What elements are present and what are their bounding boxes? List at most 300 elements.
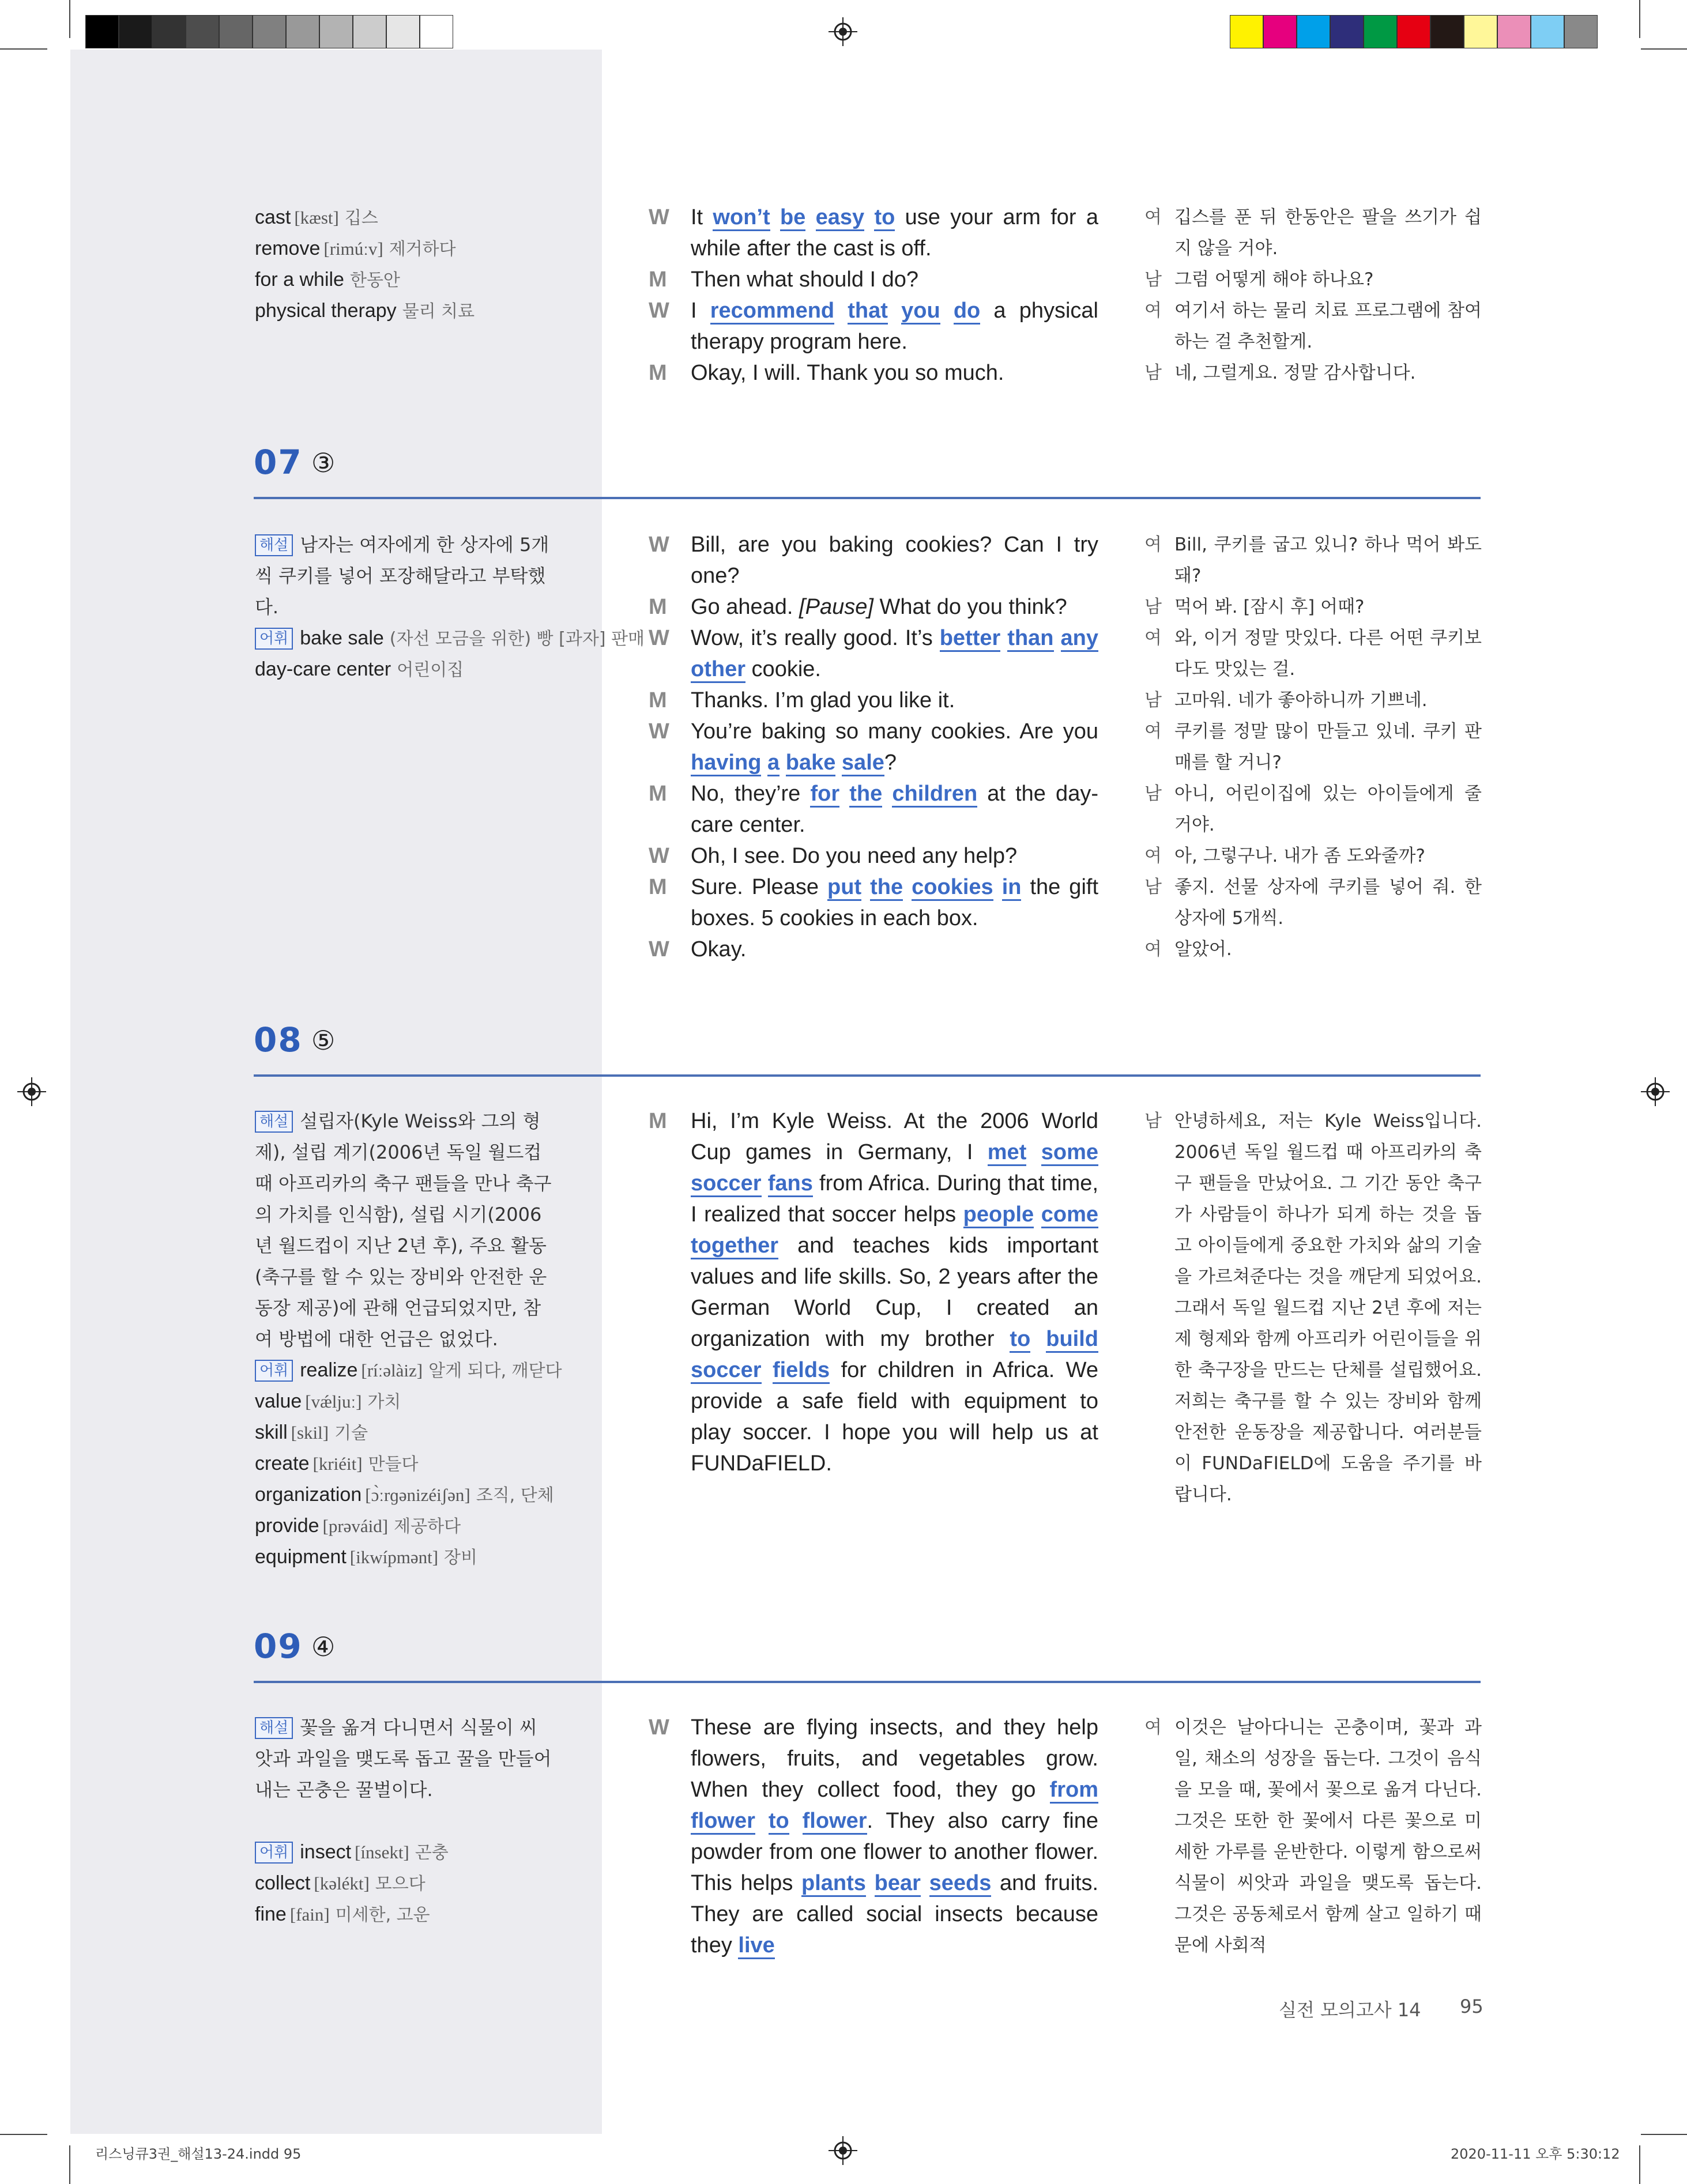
answer-blank: a: [767, 750, 780, 776]
answer-blank: other: [691, 657, 745, 683]
answer-blank: flower: [691, 1809, 755, 1835]
answer-blank: recommend: [710, 299, 834, 325]
dialogue-fragment: [835, 750, 842, 775]
dialogue-line: [649, 529, 1098, 591]
vocab-word: day-care center: [255, 658, 391, 680]
vocab-item: [255, 623, 645, 655]
dialogue-fragment: Bill, are you baking cookies? Can I try one?: [691, 533, 1098, 588]
dialogue-text: [691, 357, 1098, 388]
translation-line: [1144, 840, 1482, 872]
vocab-item: [255, 654, 464, 686]
translation-speaker: 남: [1144, 1111, 1162, 1131]
translation-line: [1144, 934, 1482, 965]
crop-mark: [1641, 2134, 1687, 2135]
vocab-word: for a while: [255, 269, 344, 291]
dialogue-fragment: [1034, 1202, 1041, 1227]
vocab-meaning: 제공하다: [394, 1517, 461, 1537]
dialogue-fragment: Wow, it’s really good. It’s: [691, 626, 940, 650]
explanation: [255, 529, 555, 623]
dialogue-fragment: [903, 875, 912, 899]
dialogue-text: [691, 872, 1098, 934]
answer-blank: the: [849, 782, 882, 808]
translation-text: 먹어 봐. [잠시 후] 어때?: [1174, 597, 1365, 617]
dialogue-fragment: [888, 299, 901, 323]
translation-line: [1144, 295, 1482, 357]
explanation: [255, 1106, 555, 1355]
vocab-meaning: 깁스: [344, 208, 378, 228]
answer-blank: come: [1041, 1202, 1098, 1228]
dialogue-fragment: Okay.: [691, 937, 747, 961]
dialogue-text: [691, 623, 1098, 685]
translation-text: 좋지. 선물 상자에 쿠키를 넣어 줘. 한 상자에 5개씩.: [1174, 877, 1482, 929]
speaker-label: M: [649, 267, 667, 292]
answer-blank: fields: [773, 1358, 830, 1384]
explanation-tag: 해설: [255, 1111, 293, 1133]
explanation-text: 남자는 여자에게 한 상자에 5개씩 쿠키를 넣어 포장해달라고 부탁했다.: [255, 534, 549, 618]
dialogue-text: [691, 840, 1098, 872]
translation-text: 깁스를 푼 뒤 한동안은 팔을 쓰기가 쉽지 않을 거야.: [1174, 207, 1482, 259]
gray-swatch: [353, 15, 386, 48]
answer-blank: people: [963, 1202, 1034, 1228]
slug-filename: 리스닝큐3권_해설13-24.indd 95: [95, 2146, 302, 2162]
answer-blank: plants: [801, 1871, 866, 1897]
translation-text: 아니, 어린이집에 있는 아이들에게 줄 거야.: [1174, 783, 1482, 835]
answer-choice: ④: [311, 1631, 336, 1662]
vocab-phonetic: [rimúːv]: [323, 239, 383, 259]
dialogue-fragment: Sure. Please: [691, 875, 828, 899]
answer-blank: from: [1050, 1778, 1098, 1804]
speaker-label: W: [649, 719, 669, 744]
dialogue-fragment: ?: [884, 750, 897, 775]
answer-blank: having: [691, 750, 761, 776]
vocab-meaning: (자선 모금을 위한) 빵 [과자] 판매: [389, 629, 645, 649]
answer-blank: build: [1046, 1327, 1098, 1353]
vocab-meaning: 어린이집: [397, 660, 464, 680]
translation-text: 와, 이거 정말 맛있다. 다른 어떤 쿠키보다도 맛있는 걸.: [1174, 628, 1482, 680]
vocab-item: [255, 202, 378, 234]
vocab-meaning: 제거하다: [389, 239, 456, 259]
vocab-word: provide: [255, 1515, 319, 1537]
translation-text: 알았어.: [1174, 939, 1232, 960]
vocab-item: [255, 1899, 430, 1931]
dialogue-fragment: and teaches kids important values and life skills. So, 2 years after the German World Cup, I created an organization with my brother: [691, 1234, 1098, 1351]
color-swatch: [1364, 15, 1397, 48]
gray-swatch: [286, 15, 319, 48]
answer-choice: ③: [311, 447, 336, 478]
translation-line: [1144, 591, 1482, 623]
translation-speaker: 여: [1144, 939, 1162, 960]
answer-blank: easy: [816, 205, 865, 231]
vocab-item: [255, 1355, 562, 1387]
speaker-label: M: [649, 875, 667, 899]
speaker-label: M: [649, 1109, 667, 1133]
vocab-word: remove: [255, 237, 321, 259]
dialogue-fragment: [866, 1871, 875, 1895]
dialogue-fragment: [789, 1809, 803, 1833]
speaker-label: W: [649, 844, 669, 868]
translation-text: 이것은 날아다니는 곤충이며, 꽃과 과일, 채소의 성장을 돕는다. 그것이 음식을 모을 때, 꽃에서 꽃으로 옮겨 다닌다. 그것은 또한 한 꽃에서 다른 꽃으로 미세한 가루를 운반한다. 이렇게 함으로써 식물이 씨앗과 과일을 맺도록 돕는다. 그것은 공동체로서 함께 살고 일하기 때문에 사회적: [1174, 1717, 1482, 1956]
vocab-item: [255, 1417, 368, 1449]
vocab-meaning: 기술: [334, 1423, 368, 1443]
gray-swatch: [85, 15, 119, 48]
answer-blank: together: [691, 1234, 778, 1259]
test-label: 실전 모의고사 14: [1279, 1999, 1421, 2021]
crop-mark: [0, 2134, 47, 2135]
dialogue-line: [649, 872, 1098, 934]
vocab-phonetic: [kriéit]: [312, 1454, 363, 1474]
dialogue-line: [649, 295, 1098, 357]
gray-swatch: [253, 15, 286, 48]
dialogue-line: [649, 623, 1098, 685]
explanation-tag: 해설: [255, 534, 293, 556]
dialogue-fragment: a physical therapy program here.: [691, 299, 1098, 354]
vocab-phonetic: [kəlékt]: [314, 1873, 370, 1893]
vocab-word: collect: [255, 1872, 311, 1894]
vocab-item: [255, 1541, 477, 1574]
section-number: 08: [254, 1020, 303, 1059]
dialogue-fragment: Okay, I will. Thank you so much.: [691, 361, 1004, 385]
dialogue-text: [691, 591, 1098, 623]
gray-swatch: [319, 15, 353, 48]
dialogue-fragment: and fruits. They are called social insects because they: [691, 1871, 1099, 1957]
dialogue-line: [649, 591, 1098, 623]
color-swatch: [1464, 15, 1497, 48]
speaker-label: M: [649, 595, 667, 619]
vocab-phonetic: [fain]: [289, 1904, 330, 1925]
dialogue-fragment: [805, 205, 815, 229]
translation-line: [1144, 716, 1482, 778]
color-swatch: [1497, 15, 1531, 48]
explanation-text: 꽃을 옮겨 다니면서 식물이 씨앗과 과일을 맺도록 돕고 꿀을 만들어내는 곤충은 꿀벌이다.: [255, 1717, 552, 1801]
color-swatch: [1263, 15, 1297, 48]
dialogue-fragment: Thanks. I’m glad you like it.: [691, 688, 955, 712]
vocab-meaning: 알게 되다, 깨닫다: [428, 1361, 562, 1381]
vocab-word: skill: [255, 1421, 288, 1443]
dialogue-fragment: the gift boxes. 5 cookies in each box.: [691, 875, 1098, 930]
vocab-item: [255, 264, 400, 296]
answer-blank: in: [1002, 875, 1022, 901]
vocab-word: cast: [255, 206, 291, 228]
vocab-tag: 어휘: [255, 1360, 293, 1382]
translation-speaker: 남: [1144, 877, 1162, 897]
gray-swatch: [386, 15, 420, 48]
dialogue-fragment: [834, 299, 848, 323]
dialogue-line: [649, 778, 1098, 840]
vocab-phonetic: [skil]: [291, 1423, 329, 1443]
dialogue-fragment: I: [691, 299, 710, 323]
vocab-phonetic: [vǽljuː]: [305, 1391, 362, 1412]
dialogue-line: [649, 840, 1098, 872]
dialogue-fragment: [780, 750, 786, 775]
dialogue-fragment: [755, 1809, 769, 1833]
translation-text: 안녕하세요, 저는 Kyle Weiss입니다. 2006년 독일 월드컵 때 아프리카의 축구 팬들을 만났어요. 그 기간 동안 축구가 사람들이 하나가 되게 하는 것을 돕고 아이들에게 중요한 가치와 삶의 기술을 가르쳐준다는 것을 깨닫게 되었어요. 그래서 독일 월드컵 지난 2년 후에 저는 제 형제와 함께 아프리카 어린이들을 위한 축구장을 만드는 단체를 설립했어요. 저희는 축구를 할 수 있는 장비와 함께 안전한 운동장을 제공합니다. 여러분들이 FUNDaFIELD에 도움을 주기를 바랍니다.: [1174, 1111, 1482, 1505]
speaker-label: W: [649, 1715, 669, 1740]
vocab-word: realize: [300, 1359, 358, 1381]
vocab-meaning: 물리 치료: [402, 301, 475, 322]
answer-blank: some: [1041, 1140, 1098, 1166]
dialogue-fragment: [993, 875, 1002, 899]
speaker-label: W: [649, 533, 669, 557]
dialogue-text: [691, 264, 1098, 295]
vocab-meaning: 한동안: [349, 270, 400, 291]
translation-speaker: 여: [1144, 300, 1162, 321]
dialogue-line: [649, 1106, 1098, 1479]
explanation: [255, 1712, 555, 1805]
crop-mark: [69, 2145, 70, 2184]
translation-text: 여기서 하는 물리 치료 프로그램에 참여하는 걸 추천할게.: [1174, 300, 1482, 352]
dialogue-text: [691, 778, 1098, 840]
dialogue-fragment: [839, 782, 849, 806]
dialogue-fragment: [864, 205, 874, 229]
translation-line: [1144, 357, 1482, 388]
crop-mark: [69, 0, 70, 38]
translation-text: 고마워. 네가 좋아하니까 기쁘네.: [1174, 690, 1428, 711]
answer-blank: bear: [875, 1871, 921, 1897]
registration-mark-right: [1641, 1077, 1670, 1106]
section-divider: [254, 1074, 1481, 1077]
dialogue-text: [691, 1712, 1098, 1961]
answer-blank: you: [901, 299, 940, 325]
translation-line: [1144, 872, 1482, 934]
stage-direction: [Pause]: [799, 595, 873, 619]
translation-line: [1144, 778, 1482, 840]
answer-blank: fans: [768, 1171, 813, 1197]
answer-blank: sale: [842, 750, 884, 776]
speaker-label: W: [649, 937, 669, 961]
dialogue-line: [649, 264, 1098, 295]
vocab-item: [255, 1868, 425, 1900]
answer-blank: to: [769, 1809, 789, 1835]
color-swatch: [1230, 15, 1263, 48]
speaker-label: M: [649, 688, 667, 712]
translation-text: 아, 그렇구나. 내가 좀 도와줄까?: [1174, 846, 1425, 866]
dialogue-line: [649, 685, 1098, 716]
sidebar-panel: [70, 50, 602, 2134]
vocab-phonetic: [ikwípmənt]: [349, 1547, 439, 1567]
answer-blank: than: [1007, 626, 1053, 652]
color-swatch: [1297, 15, 1330, 48]
dialogue-line: [649, 357, 1098, 388]
dialogue-text: [691, 934, 1098, 965]
dialogue-fragment: [1054, 626, 1061, 650]
dialogue-fragment: [940, 299, 954, 323]
translation-line: [1144, 685, 1482, 716]
answer-blank: to: [1010, 1327, 1030, 1353]
section-number: 09: [254, 1627, 303, 1666]
dialogue-fragment: It: [691, 205, 713, 229]
dialogue-text: [691, 295, 1098, 357]
vocab-meaning: 만들다: [368, 1454, 419, 1474]
answer-blank: do: [954, 299, 980, 325]
vocab-word: value: [255, 1390, 302, 1412]
crop-mark: [1639, 0, 1640, 38]
gray-swatch: [420, 15, 453, 48]
dialogue-fragment: You’re baking so many cookies. Are you: [691, 719, 1098, 744]
translation-speaker: 여: [1144, 628, 1162, 648]
translation-speaker: 남: [1144, 269, 1162, 290]
vocab-phonetic: [ɔ̀ːrɡənizéiʃən]: [365, 1485, 470, 1505]
answer-blank: soccer: [691, 1171, 762, 1197]
translation-text: 쿠키를 정말 많이 만들고 있네. 쿠키 판매를 할 거니?: [1174, 721, 1482, 773]
dialogue-fragment: [761, 750, 767, 775]
answer-blank: be: [780, 205, 805, 231]
dialogue-fragment: from Africa. During that time, I realized that soccer helps: [691, 1171, 1098, 1227]
vocab-item: [255, 233, 456, 265]
color-swatch: [1397, 15, 1430, 48]
vocab-phonetic: [ínsekt]: [355, 1842, 409, 1862]
explanation-text: 설립자(Kyle Weiss와 그의 형제), 설립 계기(2006년 독일 월드컵 때 아프리카의 축구 팬들을 만나 축구의 가치를 인식함), 설립 시기(2006년 월드컵이 지난 2년 후), 주요 활동(축구를 할 수 있는 장비와 안전한 운동장 제공)에 관해 언급되었지만, 참여 방법에 대한 언급은 없었다.: [255, 1110, 552, 1350]
vocab-item: [255, 1386, 401, 1418]
translation-text: 그럼 어떻게 해야 하나요?: [1174, 269, 1374, 290]
dialogue-fragment: Hi, I’m Kyle Weiss. At the 2006 World Cup games in Germany, I: [691, 1109, 1098, 1164]
color-swatch: [1430, 15, 1464, 48]
answer-blank: won’t: [713, 205, 770, 231]
dialogue-fragment: . They also carry fine powder from one flower to another flower. This helps: [691, 1809, 1098, 1895]
answer-blank: any: [1061, 626, 1098, 652]
translation-speaker: 여: [1144, 846, 1162, 866]
gray-swatch: [186, 15, 219, 48]
answer-blank: put: [827, 875, 861, 901]
translation-speaker: 남: [1144, 690, 1162, 711]
vocab-word: create: [255, 1453, 310, 1474]
dialogue-fragment: Then what should I do?: [691, 267, 919, 292]
vocab-meaning: 장비: [444, 1548, 477, 1568]
crop-mark: [0, 48, 47, 50]
dialogue-text: [691, 1106, 1098, 1479]
dialogue-fragment: These are flying insects, and they help flowers, fruits, and vegetables grow. When they collect food, they go: [691, 1715, 1098, 1802]
dialogue-fragment: Oh, I see. Do you need any help?: [691, 844, 1018, 868]
answer-blank: for: [810, 782, 839, 808]
vocab-item: [255, 1510, 461, 1542]
slug-date: 2020-11-11 오후 5:30:12: [1451, 2146, 1620, 2162]
speaker-label: M: [649, 361, 667, 385]
vocab-word: insect: [300, 1841, 352, 1863]
vocab-meaning: 곤충: [415, 1843, 449, 1863]
translation-speaker: 여: [1144, 721, 1162, 742]
vocab-meaning: 모으다: [375, 1874, 425, 1894]
answer-blank: cookies: [912, 875, 993, 901]
registration-mark-left: [17, 1077, 46, 1106]
dialogue-line: [649, 1712, 1098, 1961]
dialogue-fragment: No, they’re: [691, 782, 811, 806]
color-swatch: [1564, 15, 1598, 48]
translation-line: [1144, 264, 1482, 295]
dialogue-line: [649, 934, 1098, 965]
answer-blank: met: [988, 1140, 1027, 1166]
dialogue-fragment: [882, 782, 892, 806]
vocab-item: [255, 1836, 449, 1869]
vocab-word: organization: [255, 1484, 362, 1506]
color-swatch: [1330, 15, 1364, 48]
speaker-label: W: [649, 299, 669, 323]
color-swatch: [1531, 15, 1564, 48]
translation-text: 네, 그럴게요. 정말 감사합니다.: [1174, 363, 1416, 383]
translation-speaker: 남: [1144, 783, 1162, 804]
vocab-item: [255, 1479, 554, 1511]
vocab-item: [255, 295, 475, 327]
answer-blank: children: [892, 782, 977, 808]
dialogue-fragment: What do you think?: [873, 595, 1067, 619]
dialogue-fragment: for children in Africa. We provide a safe field with equipment to play soccer. I hope you will help us at FUNDaFIELD.: [691, 1358, 1098, 1476]
dialogue-fragment: [762, 1171, 768, 1195]
dialogue-text: [691, 685, 1098, 716]
dialogue-text: [691, 529, 1098, 591]
dialogue-line: [649, 716, 1098, 778]
answer-choice: ⑤: [311, 1025, 336, 1056]
vocab-word: fine: [255, 1903, 287, 1925]
speaker-label: W: [649, 626, 669, 650]
crop-mark: [1639, 2145, 1640, 2184]
page-number: 95: [1460, 1996, 1483, 2017]
dialogue-fragment: [1026, 1140, 1041, 1164]
vocab-item: [255, 1448, 419, 1480]
speaker-label: W: [649, 205, 669, 229]
dialogue-line: [649, 202, 1098, 264]
translation-speaker: 여: [1144, 207, 1162, 228]
vocab-word: equipment: [255, 1546, 347, 1568]
dialogue-fragment: at the day-care center.: [691, 782, 1098, 837]
answer-blank: to: [874, 205, 895, 231]
vocab-tag: 어휘: [255, 628, 293, 650]
answer-blank: the: [870, 875, 903, 901]
answer-blank: that: [848, 299, 888, 325]
vocab-phonetic: [kæst]: [294, 208, 339, 228]
section-number: 07: [254, 443, 303, 482]
dialogue-fragment: [861, 875, 870, 899]
gray-swatch: [219, 15, 253, 48]
vocab-word: bake sale: [300, 627, 384, 649]
gray-swatch: [119, 15, 152, 48]
dialogue-fragment: [1030, 1327, 1046, 1351]
explanation-tag: 해설: [255, 1717, 293, 1739]
answer-blank: soccer: [691, 1358, 762, 1384]
translation-line: [1144, 623, 1482, 685]
vocab-word: physical therapy: [255, 300, 397, 322]
dialogue-fragment: [1000, 626, 1007, 650]
vocab-phonetic: [ríːəlàiz]: [361, 1360, 423, 1380]
answer-blank: flower: [803, 1809, 867, 1835]
translation-line: [1144, 1712, 1482, 1961]
speaker-label: M: [649, 782, 667, 806]
vocab-meaning: 조직, 단체: [476, 1485, 554, 1506]
translation-line: [1144, 1106, 1482, 1510]
translation-line: [1144, 529, 1482, 591]
answer-blank: seeds: [929, 1871, 992, 1897]
translation-speaker: 여: [1144, 534, 1162, 555]
dialogue-fragment: [921, 1871, 929, 1895]
dialogue-fragment: Go ahead.: [691, 595, 800, 619]
vocab-phonetic: [prəváid]: [322, 1516, 389, 1536]
dialogue-text: [691, 202, 1098, 264]
crop-mark: [1641, 48, 1687, 50]
dialogue-text: [691, 716, 1098, 778]
registration-mark-top: [829, 17, 857, 46]
translation-speaker: 남: [1144, 363, 1162, 383]
translation-line: [1144, 202, 1482, 264]
answer-blank: better: [940, 626, 1001, 652]
vocab-meaning: 가치: [367, 1392, 401, 1412]
vocab-meaning: 미세한, 고운: [335, 1905, 430, 1925]
section-divider: [254, 497, 1481, 499]
dialogue-fragment: cookie.: [745, 657, 821, 681]
translation-text: Bill, 쿠키를 굽고 있니? 하나 먹어 봐도 돼?: [1174, 534, 1482, 586]
dialogue-fragment: [770, 205, 780, 229]
answer-blank: bake: [786, 750, 836, 776]
dialogue-fragment: [762, 1358, 773, 1382]
vocab-tag: 어휘: [255, 1842, 293, 1864]
translation-speaker: 여: [1144, 1717, 1162, 1738]
gray-swatch: [152, 15, 186, 48]
